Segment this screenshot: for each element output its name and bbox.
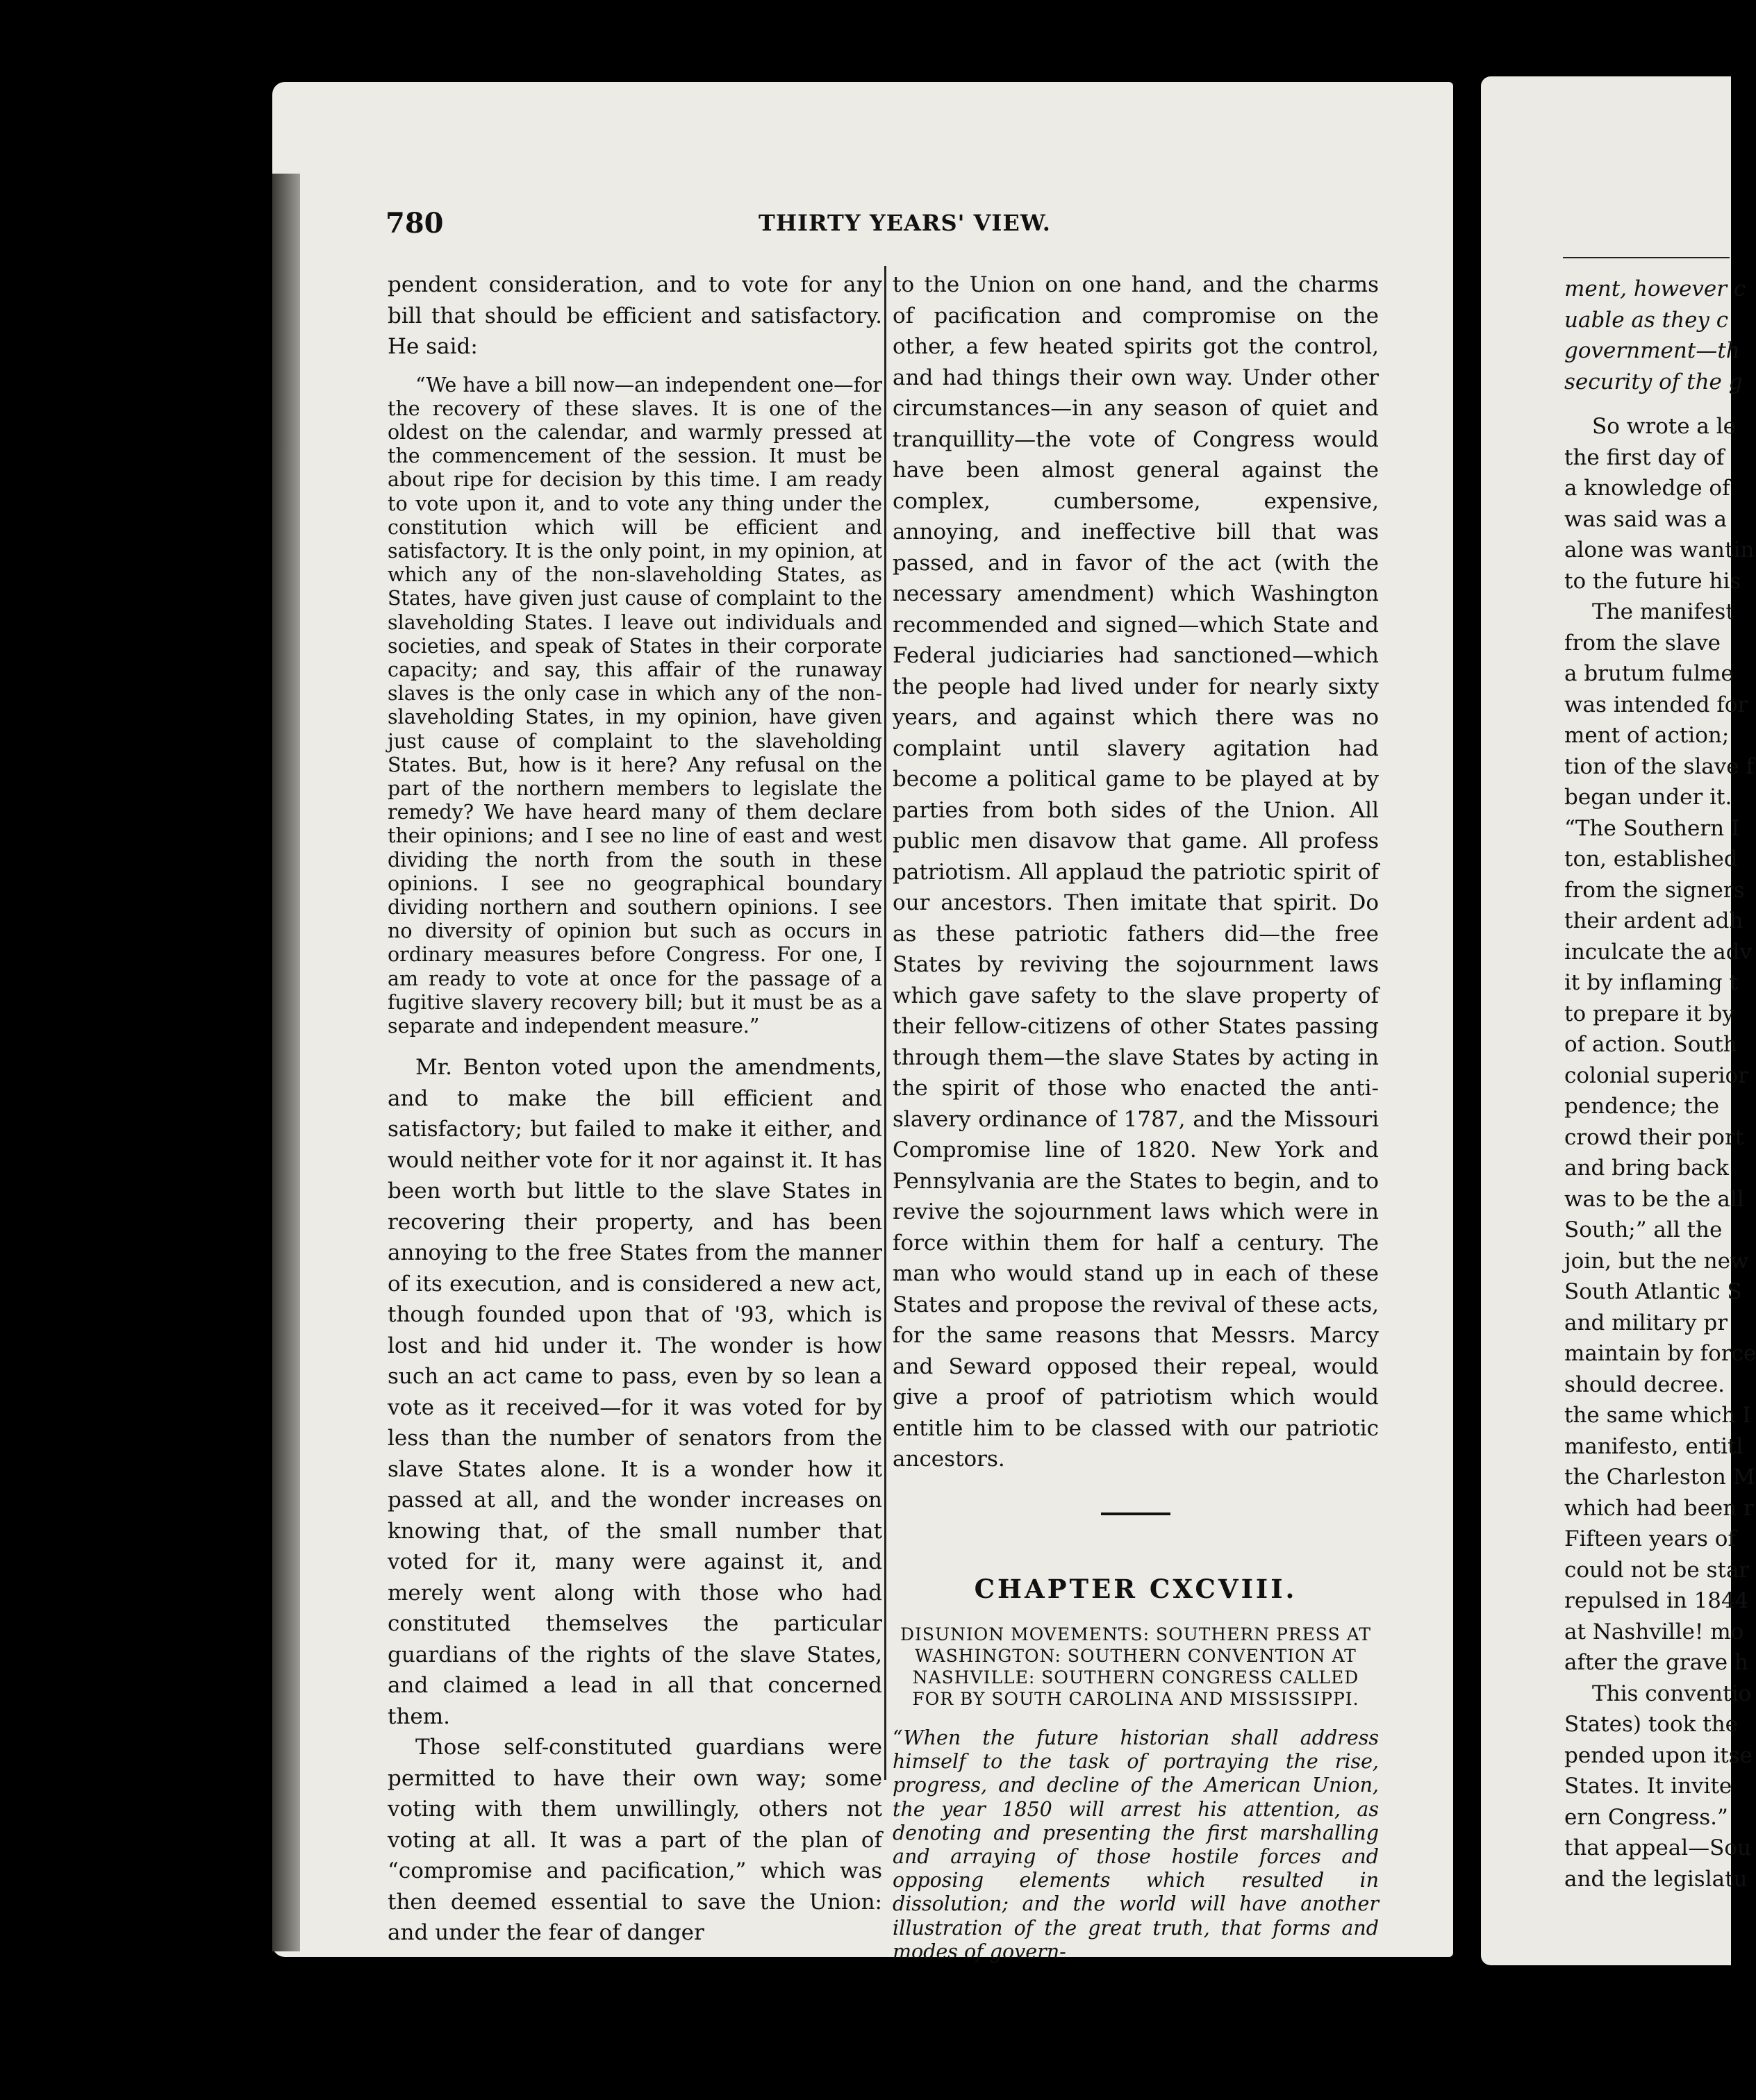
fragment-line: the Charleston M bbox=[1564, 1465, 1755, 1490]
fragment-line: inculcate the adv bbox=[1564, 939, 1753, 965]
fragment-line: from the slave bbox=[1564, 630, 1721, 656]
right-column-fragment bbox=[1564, 274, 1756, 1894]
fragment-line: States) took the bbox=[1564, 1712, 1739, 1737]
fragment-line: to prepare it by bbox=[1564, 1001, 1734, 1026]
fragment-line: alone was wantin bbox=[1564, 538, 1755, 562]
running-title: THIRTY YEARS' VIEW. bbox=[759, 210, 1051, 236]
fragment-line: maintain by force bbox=[1564, 1341, 1756, 1366]
column-divider bbox=[884, 266, 886, 1780]
fragment-line: the same which I bbox=[1564, 1403, 1751, 1428]
page-number: 780 bbox=[386, 207, 444, 240]
fragment-line: ment, however c bbox=[1564, 276, 1746, 301]
fragment-line: after the grave h bbox=[1564, 1650, 1748, 1675]
fragment-line: was to be the all bbox=[1564, 1186, 1744, 1212]
right-page-header-rule bbox=[1563, 257, 1730, 258]
paragraph: pendent consideration, and to vote for any bill that should be efficient and satisfactory. He said: bbox=[388, 272, 882, 359]
fragment-line: and bring back bbox=[1564, 1156, 1729, 1181]
fragment-line: crowd their port bbox=[1564, 1124, 1744, 1150]
fragment-line: ton, established bbox=[1564, 847, 1738, 872]
fragment-line: join, but the new bbox=[1564, 1248, 1749, 1274]
benton-quote: “We have a bill now—an independent one—for the recovery of these slaves. It is one of the oldest on the calendar, and warmly pressed at the commencement of the session. It must be about ripe for decision by this time. I am ready to vote upon it, and to vote any thing under the constitution which will be efficient and satisfactory. It is the only point, in my opinion, at which any of the non-slaveholding States, as States, have given just cause of complaint to the slaveholding States. I leave out individuals and societies, and speak of States in their corporate capacity; and say, this affair of the runaway slaves is the only case in which any of the non-slaveholding States, in my opinion, have given just cause of complaint to the slaveholding States. But, how is it here? Any refusal on the part of the northern members to legislate the remedy? We have heard many of them declare their opinions; and I see no line of east and west dividing the north from the south in these opinions. I see no geographical boundary dividing northern and southern opinions. I see no diversity of opinion but such as occurs in ordinary measures before Congress. For one, I am ready to vote at once for the passage of a fugitive slavery recovery bill; but it must be as a separate and independent measure.” bbox=[388, 373, 882, 1038]
fragment-line: at Nashville! mo bbox=[1564, 1619, 1744, 1644]
fragment-line: ern Congress.” bbox=[1564, 1804, 1728, 1830]
fragment-line: “The Southern I bbox=[1564, 815, 1740, 841]
fragment-line: ment of action; bbox=[1564, 723, 1730, 748]
fragment-line: to the future his bbox=[1564, 568, 1741, 594]
fragment-line: security of the g bbox=[1564, 369, 1743, 394]
fragment-line bbox=[1564, 397, 1731, 411]
fragment-line: This conventio bbox=[1592, 1681, 1752, 1706]
fragment-line: South Atlantic S bbox=[1564, 1279, 1742, 1304]
fragment-line: began under it. bbox=[1564, 785, 1732, 810]
fragment-line: repulsed in 1844 bbox=[1564, 1588, 1749, 1613]
fragment-line: pendence; the bbox=[1564, 1094, 1720, 1119]
fragment-line: South;” all the bbox=[1564, 1217, 1723, 1242]
fragment-line: tion of the slave f bbox=[1564, 753, 1754, 779]
book-gutter bbox=[1453, 62, 1481, 2007]
fragment-line: colonial superior bbox=[1564, 1062, 1749, 1088]
fragment-line: of action. South bbox=[1564, 1032, 1737, 1057]
section-separator bbox=[1101, 1512, 1170, 1515]
chapter-heading: CHAPTER CXCVIII. bbox=[974, 1573, 1298, 1604]
fragment-line: States. It invite bbox=[1564, 1774, 1732, 1799]
chapter-opening-quote: “When the future historian shall address himself to the task of portraying the rise, progress, and decline of the American Union, the year 1850 will arrest his attention, as denoting and presenting the first marshalling and arraying of those hostile forces and opposing elements which resulted in dissolution; and the world will have another illustration of the great truth, that forms and modes of govern- bbox=[893, 1726, 1379, 1963]
paragraph: Those self-constituted guardians were permitted to have their own way; some voting with them unwillingly, others not voting at all. It was a part of the plan of “compromise and pacification,” which was then deemed essential to save the Union: and under the fear of danger bbox=[388, 1735, 882, 1946]
fragment-line: The manifest bbox=[1592, 599, 1734, 624]
paragraph: to the Union on one hand, and the charms of pacification and compromise on the other, a few heated spirits got the control, and had things their own way. Under other circumstances—in any season of quiet and tranquillity—the vote of Congress would have been almost general against the complex, cumbersome, expensive, annoying, and ineffective bill that was passed, and in favor of the act (with the necessary amendment) which Washington recommended and signed—which State and Federal judiciaries had sanctioned—which the people had lived under for nearly sixty years, and against which there was no complaint until slavery agitation had become a political game to be played at by parties from both sides of the Union. All public men disavow that game. All profess patriotism. All applaud the patriotic spirit of our ancestors. Then imitate that spirit. Do as these patriotic fathers did—the free States by reviving the sojournment laws which gave safety to the slave property of their fellow-citizens of other States passing through them—the slave States by acting in the spirit of those who enacted the anti-slavery ordinance of 1787, and the Missouri Compromise line of 1820. New York and Pennsylvania are the States to begin, and to revive the sojournment laws which were in force within them for half a century. The man who would stand up in each of these States and propose the revival of these acts, for the same reasons that Messrs. Marcy and Seward opposed their repeal, would give a proof of patriotism which would entitle him to be classed with our patriotic ancestors. bbox=[893, 272, 1379, 1472]
fragment-line: a knowledge of bbox=[1564, 476, 1730, 501]
fragment-line: the first day of bbox=[1564, 444, 1725, 470]
fragment-line: government—th bbox=[1564, 338, 1740, 363]
fragment-line: should decree. bbox=[1564, 1372, 1725, 1397]
fragment-line: Fifteen years of bbox=[1564, 1526, 1736, 1551]
fragment-line: manifesto, entitl bbox=[1564, 1433, 1743, 1459]
fragment-line: pended upon itse bbox=[1564, 1742, 1753, 1768]
fragment-line: that appeal—Sou bbox=[1564, 1835, 1751, 1860]
fragment-line: was intended for bbox=[1564, 692, 1748, 717]
chapter-synopsis: DISUNION MOVEMENTS: SOUTHERN PRESS AT WASHINGTON: SOUTHERN CONVENTION AT NASHVILLE: SOUTHERN CONGRESS CALLED FOR BY SOUTH CAROLINA AND MISSISSIPPI. bbox=[900, 1624, 1372, 1709]
fragment-line: So wrote a le bbox=[1592, 414, 1737, 439]
fragment-line: uable as they c bbox=[1564, 307, 1729, 333]
fragment-line: their ardent adh bbox=[1564, 908, 1743, 933]
fragment-line: could not be star bbox=[1564, 1557, 1750, 1583]
middle-column bbox=[893, 269, 1379, 1978]
paragraph: Mr. Benton voted upon the amendments, and to make the bill efficient and satisfactory; but failed to make it either, and would neither vote for it nor against it. It has been worth but little to the slave States in recovering their property, and has been annoying to the free States from the manner of its execution, and is considered a new act, though founded upon that of '93, which is lost and hid under it. The wonder is how such an act came to pass, even by so lean a vote as it received—for it was voted for by less than the number of senators from the slave States alone. It is a wonder how it passed at all, and the wonder increases on knowing that, of the small number that voted for it, many were against it, and merely went along with those who had constituted themselves the particular guardians of the rights of the slave States, and claimed a lead in all that concerned them. bbox=[388, 1055, 882, 1729]
fragment-line: a brutum fulme bbox=[1564, 661, 1734, 686]
fragment-line: from the signers bbox=[1564, 877, 1745, 903]
fragment-line: which had been r bbox=[1564, 1495, 1754, 1521]
fragment-line: it by inflaming t bbox=[1564, 970, 1738, 995]
left-column bbox=[388, 269, 882, 1949]
fragment-line: was said was a bbox=[1564, 506, 1728, 532]
fragment-line: and military pr bbox=[1564, 1310, 1728, 1335]
fragment-line: and the legislatu bbox=[1564, 1866, 1748, 1892]
page-edge-shadow bbox=[272, 174, 300, 1951]
